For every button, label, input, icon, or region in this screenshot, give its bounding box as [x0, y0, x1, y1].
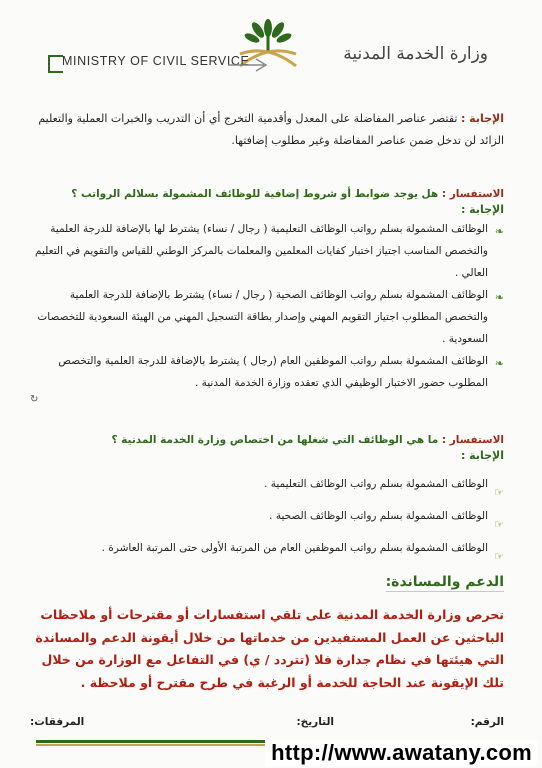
answer-block-1 — [30, 108, 504, 152]
footer-stripe-green — [36, 740, 292, 743]
leaf-bullet-icon: ❧ — [494, 357, 504, 370]
number-label: الرقم: — [470, 716, 504, 728]
pointer-bullet-icon: ☞ — [494, 486, 504, 499]
question-block-3 — [30, 432, 504, 564]
question-title — [30, 432, 504, 448]
watermark-url: http://www.awatany.com — [265, 740, 538, 766]
question-text: هل يوجد ضوابط أو شروط إضافية للوظائف المشمولة بسلالم الرواتب ؟ — [71, 188, 442, 200]
list-item: ☞ الوظائف المشمولة بسلم رواتب الوظائف التعليمية . — [30, 468, 504, 500]
answer-list — [30, 218, 504, 394]
answer-label: الإجابة : — [460, 203, 504, 216]
date-label: التاريخ: — [296, 716, 334, 728]
answer-text: تقتصر عناصر المفاضلة على المعدل وأقدمية التخرج أي أن التدريب والخبرات العملية والتعليم الزائد لن تدخل ضمن عناصر المفاضلة وغير مطلوب إضافتها. — [38, 112, 504, 147]
support-paragraph: تحرص وزارة الخدمة المدنية على تلقي استفسارات أو مقترحات أو ملاحظات الباحثين عن العمل المستفيدين من خدماتها من خلال أيقونة الدعم والمساندة التي هيئتها في نظام جدارة فلا (تتردد / ي) في التفاعل مع الوزارة من خلال تلك الإيقونة عند الحاجة للخدمة أو الرغبة في طرح مقترح أو ملاحظة . — [35, 607, 504, 690]
question-title — [30, 186, 504, 202]
question-label: الاستفسار : — [441, 188, 504, 200]
question-text: ما هي الوظائف التي شغلها من اختصاص وزارة الخدمة المدنية ؟ — [111, 434, 442, 446]
answer-label: الإجابة : — [460, 449, 504, 462]
pointer-bullet-icon: ☞ — [494, 550, 504, 563]
question-block-2 — [30, 186, 504, 408]
answer-list — [30, 468, 504, 564]
pointer-bullet-icon: ☞ — [494, 518, 504, 531]
list-item: ☞ الوظائف المشمولة بسلم رواتب الوظائف الصحية . — [30, 500, 504, 532]
ministry-name-arabic: وزارة الخدمة المدنية — [343, 44, 488, 64]
footer-stripe-gold — [36, 744, 292, 746]
attachments-label: المرفقات: — [30, 716, 85, 728]
answer-label: الإجابة : — [460, 112, 504, 125]
list-item: ❧ الوظائف المشمولة بسلم رواتب الوظائف التعليمية ( رجال / نساء) يشترط لها بالإضافة للدرجة العلمية والتخصص المناسب اجتياز اختبار كفايات المعلمين والمعلمات بالمركز الوطني للقياس والتقويم في التعليم العالي . — [35, 223, 504, 279]
ministry-name-english: MINISTRY OF CIVIL SERVICE — [62, 54, 250, 68]
leaf-bullet-icon: ❧ — [494, 291, 504, 304]
list-item: ☞ الوظائف المشمولة بسلم رواتب الموظفين العام من المرتبة الأولى حتى المرتبة العاشرة . — [30, 532, 504, 564]
support-heading: الدعم والمساندة: — [385, 574, 504, 590]
curl-arrow-icon: ↻ — [30, 394, 39, 405]
list-item: ❧ الوظائف المشمولة بسلم رواتب الوظائف الصحية ( رجال / نساء) يشترط بالإضافة للدرجة العلمية والتخصص المطلوب اجتياز التقويم المهني وإصدار بطاقة التسجيل المهني من الهيئة السعودية للتخصصات السعودية . — [37, 289, 504, 345]
list-item: ❧ الوظائف المشمولة بسلم رواتب الموظفين العام (رجال ) يشترط بالإضافة للدرجة العلمية والتخصص المطلوب حضور الاختبار الوظيفي الذي تعقده وزارة الخدمة المدنية . — [58, 355, 504, 389]
arrow-separator-icon — [228, 58, 268, 72]
footer-fields — [30, 716, 504, 732]
letterhead — [0, 14, 542, 90]
spacer — [30, 394, 504, 408]
leaf-bullet-icon: ❧ — [494, 225, 504, 238]
question-label: الاستفسار : — [441, 434, 504, 446]
